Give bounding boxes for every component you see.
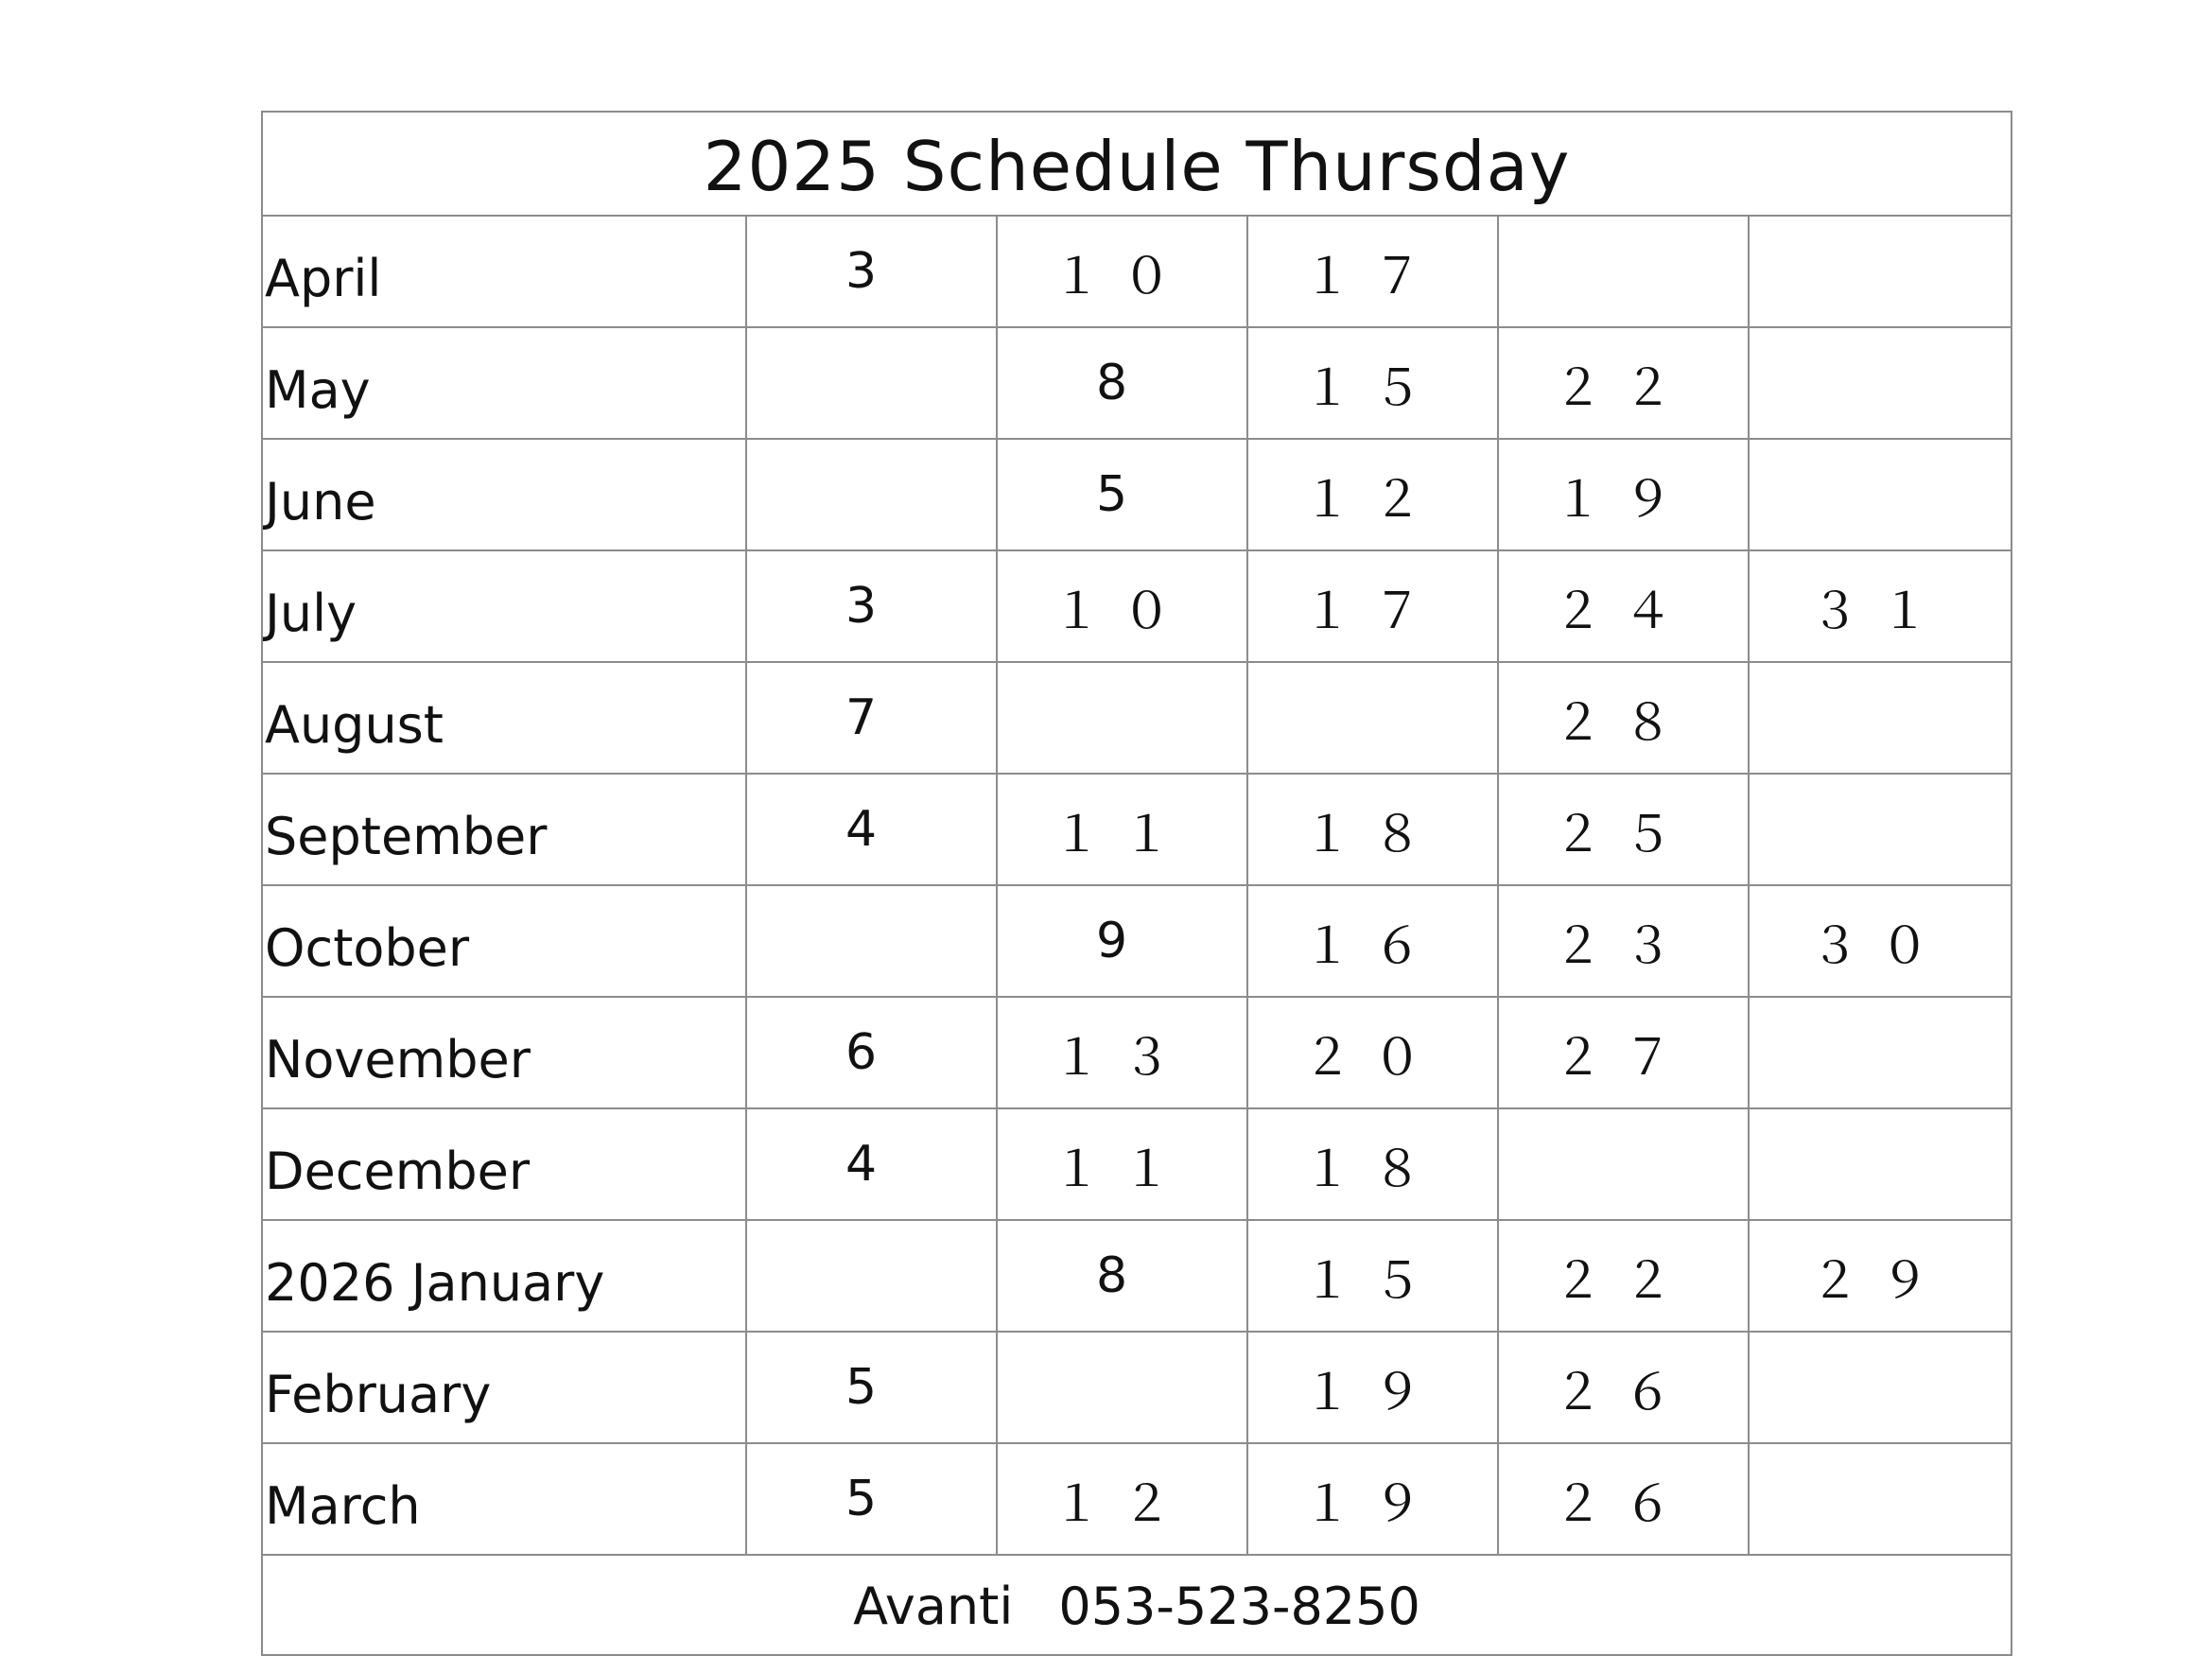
month-label: July xyxy=(262,550,746,662)
schedule-row xyxy=(262,1220,2012,1332)
day-cell: １２ xyxy=(997,1443,1247,1555)
day-cell: ２３ xyxy=(1498,885,1749,997)
day-cell xyxy=(1749,216,2012,327)
day-cell: ３１ xyxy=(1749,550,2012,662)
day-cell: １１ xyxy=(997,1108,1247,1220)
day-cell xyxy=(746,1220,997,1332)
schedule-row xyxy=(262,1443,2012,1555)
schedule-row xyxy=(262,885,2012,997)
day-cell: １１ xyxy=(997,774,1247,885)
day-cell xyxy=(1749,774,2012,885)
day-cell xyxy=(1749,1443,2012,1555)
schedule-row xyxy=(262,327,2012,439)
contact-phone: 053-523-8250 xyxy=(1058,1576,1420,1636)
day-cell: 3 xyxy=(746,216,997,327)
day-cell: ３０ xyxy=(1749,885,2012,997)
day-cell xyxy=(1498,216,1749,327)
day-cell: ２７ xyxy=(1498,997,1749,1108)
day-cell: 9 xyxy=(997,885,1247,997)
title-row xyxy=(262,112,2012,216)
month-label: August xyxy=(262,662,746,774)
day-cell: １８ xyxy=(1247,774,1498,885)
day-cell: １９ xyxy=(1247,1443,1498,1555)
day-cell: 4 xyxy=(746,774,997,885)
day-cell xyxy=(1749,1332,2012,1443)
day-cell: １５ xyxy=(1247,1220,1498,1332)
month-label: February xyxy=(262,1332,746,1443)
day-cell: 8 xyxy=(997,1220,1247,1332)
schedule-table xyxy=(261,111,2012,1656)
day-cell: ２５ xyxy=(1498,774,1749,885)
schedule-title: 2025 Schedule Thursday xyxy=(262,112,2012,216)
contact-footer xyxy=(262,1555,2012,1655)
day-cell: １６ xyxy=(1247,885,1498,997)
schedule-row xyxy=(262,439,2012,550)
day-cell: １０ xyxy=(997,550,1247,662)
day-cell: ２０ xyxy=(1247,997,1498,1108)
month-label: November xyxy=(262,997,746,1108)
month-label: October xyxy=(262,885,746,997)
day-cell: 5 xyxy=(997,439,1247,550)
day-cell: １５ xyxy=(1247,327,1498,439)
schedule-row xyxy=(262,774,2012,885)
day-cell: 5 xyxy=(746,1332,997,1443)
day-cell: 5 xyxy=(746,1443,997,1555)
day-cell: １９ xyxy=(1498,439,1749,550)
day-cell xyxy=(746,439,997,550)
month-label: December xyxy=(262,1108,746,1220)
day-cell xyxy=(1749,1108,2012,1220)
schedule-row xyxy=(262,997,2012,1108)
day-cell xyxy=(1749,439,2012,550)
day-cell: １７ xyxy=(1247,550,1498,662)
day-cell: ２８ xyxy=(1498,662,1749,774)
day-cell xyxy=(1247,662,1498,774)
schedule-row xyxy=(262,550,2012,662)
month-label: April xyxy=(262,216,746,327)
schedule-body xyxy=(262,112,2012,1555)
month-label: June xyxy=(262,439,746,550)
day-cell: 8 xyxy=(997,327,1247,439)
month-label: 2026 January xyxy=(262,1220,746,1332)
day-cell xyxy=(1749,662,2012,774)
day-cell xyxy=(997,662,1247,774)
day-cell xyxy=(1498,1108,1749,1220)
schedule-row xyxy=(262,662,2012,774)
day-cell: 4 xyxy=(746,1108,997,1220)
day-cell: ２９ xyxy=(1749,1220,2012,1332)
day-cell: １２ xyxy=(1247,439,1498,550)
contact-name: Avanti xyxy=(853,1576,1014,1636)
day-cell xyxy=(997,1332,1247,1443)
day-cell: ２２ xyxy=(1498,327,1749,439)
day-cell: 6 xyxy=(746,997,997,1108)
day-cell xyxy=(1749,327,2012,439)
day-cell: １８ xyxy=(1247,1108,1498,1220)
day-cell: １３ xyxy=(997,997,1247,1108)
day-cell: １７ xyxy=(1247,216,1498,327)
day-cell: ２４ xyxy=(1498,550,1749,662)
day-cell xyxy=(1749,997,2012,1108)
day-cell: ２６ xyxy=(1498,1332,1749,1443)
schedule-row xyxy=(262,216,2012,327)
day-cell: ２６ xyxy=(1498,1443,1749,1555)
day-cell: １０ xyxy=(997,216,1247,327)
footer-row xyxy=(262,1555,2012,1655)
schedule-row xyxy=(262,1332,2012,1443)
schedule-row xyxy=(262,1108,2012,1220)
day-cell xyxy=(746,327,997,439)
day-cell: 3 xyxy=(746,550,997,662)
day-cell xyxy=(746,885,997,997)
day-cell: ２２ xyxy=(1498,1220,1749,1332)
month-label: September xyxy=(262,774,746,885)
month-label: March xyxy=(262,1443,746,1555)
day-cell: １９ xyxy=(1247,1332,1498,1443)
day-cell: 7 xyxy=(746,662,997,774)
month-label: May xyxy=(262,327,746,439)
